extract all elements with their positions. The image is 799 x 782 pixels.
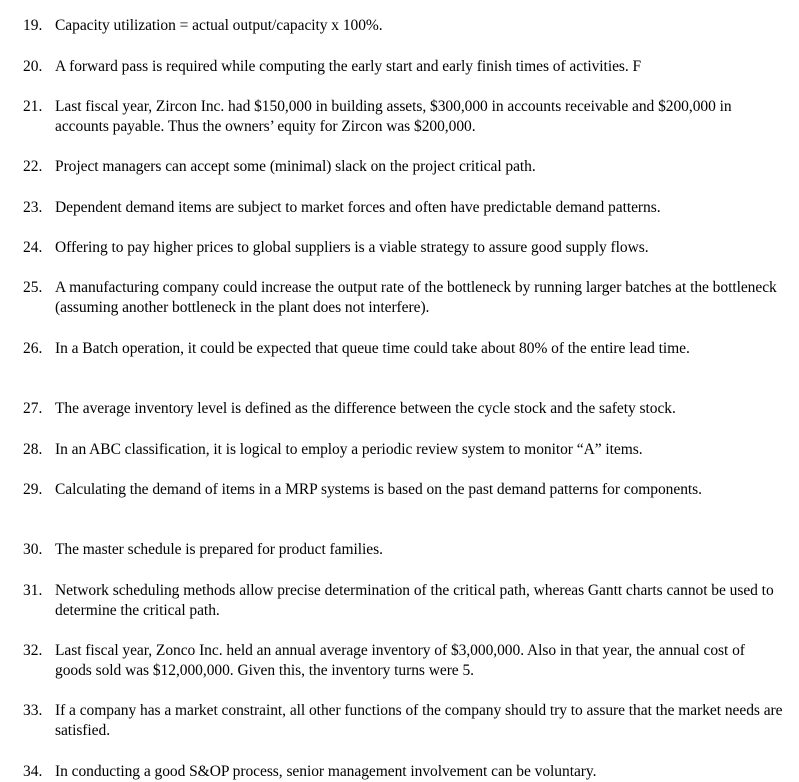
question-text: If a company has a market constraint, all other functions of the company should try to assure that the market needs are satisfied.	[55, 702, 783, 739]
question-number: 30.	[23, 541, 43, 558]
question-text: A manufacturing company could increase the output rate of the bottleneck by running larger batches at the bottleneck (assuming another bottleneck in the plant does not interfere).	[55, 279, 777, 316]
question-number: 20.	[23, 58, 43, 75]
question-number: 21.	[23, 98, 43, 115]
question-number: 33.	[23, 702, 43, 719]
question-text: In a Batch operation, it could be expected that queue time could take about 80% of the entire lead time.	[55, 340, 690, 357]
question-text: The master schedule is prepared for product families.	[55, 541, 383, 558]
question-number: 27.	[23, 400, 43, 417]
question-text: Offering to pay higher prices to global suppliers is a viable strategy to assure good supply flows.	[55, 239, 649, 256]
question-number: 28.	[23, 441, 43, 458]
question-text: Last fiscal year, Zircon Inc. had $150,000 in building assets, $300,000 in accounts receivable and $200,000 in accounts payable. Thus the owners’ equity for Zircon was $200,000.	[55, 98, 732, 135]
question-number: 29.	[23, 481, 43, 498]
question-number: 22.	[23, 158, 43, 175]
question-text: The average inventory level is defined as the difference between the cycle stock and the safety stock.	[55, 400, 676, 417]
question-text: A forward pass is required while computing the early start and early finish times of activities. F	[55, 58, 642, 75]
question-text: Network scheduling methods allow precise determination of the critical path, whereas Gantt charts cannot be used to determine the critical path.	[55, 582, 774, 619]
question-text: Calculating the demand of items in a MRP systems is based on the past demand patterns for components.	[55, 481, 702, 498]
question-text: Dependent demand items are subject to market forces and often have predictable demand patterns.	[55, 199, 661, 216]
question-number: 24.	[23, 239, 43, 256]
question-number: 23.	[23, 199, 43, 216]
question-number: 25.	[23, 279, 43, 296]
question-text: In conducting a good S&OP process, senior management involvement can be voluntary.	[55, 763, 597, 780]
question-text: Capacity utilization = actual output/capacity x 100%.	[55, 17, 383, 34]
question-text: In an ABC classification, it is logical to employ a periodic review system to monitor “A” items.	[55, 441, 643, 458]
question-number: 19.	[23, 17, 43, 34]
question-number: 32.	[23, 642, 43, 659]
question-number: 26.	[23, 340, 43, 357]
question-number: 34.	[23, 763, 43, 780]
question-text: Project managers can accept some (minimal) slack on the project critical path.	[55, 158, 536, 175]
question-number: 31.	[23, 582, 43, 599]
question-text: Last fiscal year, Zonco Inc. held an annual average inventory of $3,000,000. Also in that year, the annual cost of goods sold was $12,000,000. Given this, the inventory turns were 5.	[55, 642, 745, 679]
